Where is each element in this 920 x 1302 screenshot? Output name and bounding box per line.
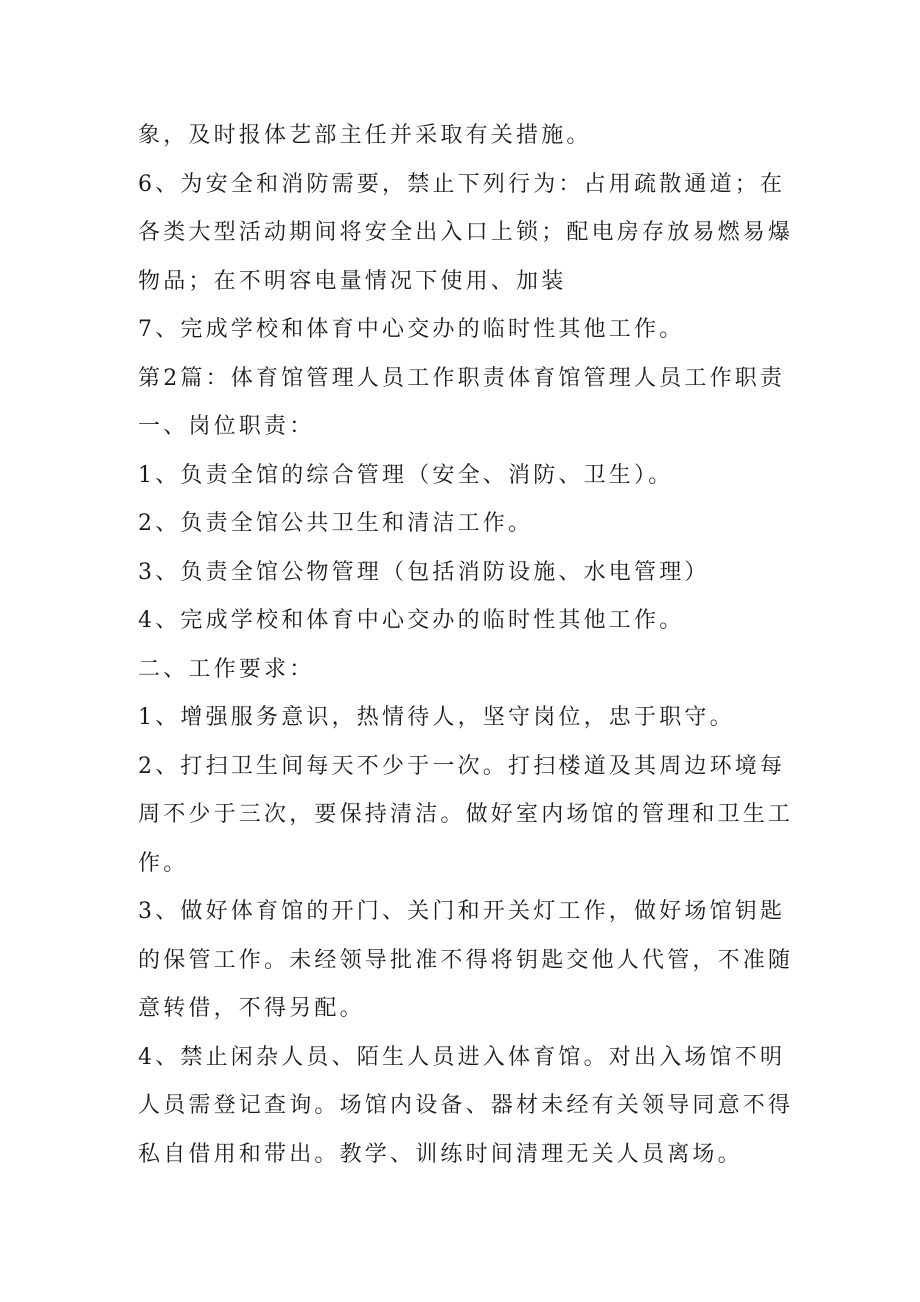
text-line: 1、增强服务意识，热情待人，坚守岗位，忠于职守。 [138,705,735,730]
text-line: 人员需登记查询。场馆内设备、器材未经有关领导同意不得 [138,1093,794,1118]
text-line: 3、负责全馆公物管理（包括消防设施、水电管理） [138,559,710,585]
text-line: 2、负责全馆公共卫生和清洁工作。 [138,511,534,536]
text-line: 4、禁止闲杂人员、陌生人员进入体育馆。对出入场馆不明 [138,1044,786,1070]
text-line: 6、为安全和消防需要，禁止下列行为：占用疏散通道；在 [138,171,786,197]
text-line: 4、完成学校和体育中心交办的临时性其他工作。 [138,608,685,633]
document-body [138,112,794,1179]
text-line: 1、负责全馆的综合管理（安全、消防、卫生）。 [138,462,674,488]
text-line: 2、打扫卫生间每天不少于一次。打扫楼道及其周边环境每 [138,753,786,779]
text-line: 的保管工作。未经领导批准不得将钥匙交他人代管，不准随 [138,947,794,973]
text-line: 象，及时报体艺部主任并采取有关措施。 [138,123,592,148]
text-line: 7、完成学校和体育中心交办的临时性其他工作。 [138,317,685,342]
text-line: 物品；在不明容电量情况下使用、加装 [138,268,567,294]
text-line: 3、做好体育馆的开门、关门和开关灯工作，做好场馆钥匙 [138,899,786,924]
text-line: 意转借，不得另配。 [138,996,365,1021]
text-line: 各类大型活动期间将安全出入口上锁；配电房存放易燃易爆 [138,220,794,245]
subsection-heading: 二、工作要求： [138,656,315,682]
section-heading: 第2篇：体育馆管理人员工作职责体育馆管理人员工作职责 [138,365,786,391]
text-line: 作。 [138,850,189,876]
text-line: 周不少于三次，要保持清洁。做好室内场馆的管理和卫生工 [138,802,794,827]
text-line: 私自借用和带出。教学、训练时间清理无关人员离场。 [138,1141,743,1167]
subsection-heading: 一、岗位职责： [138,414,315,439]
